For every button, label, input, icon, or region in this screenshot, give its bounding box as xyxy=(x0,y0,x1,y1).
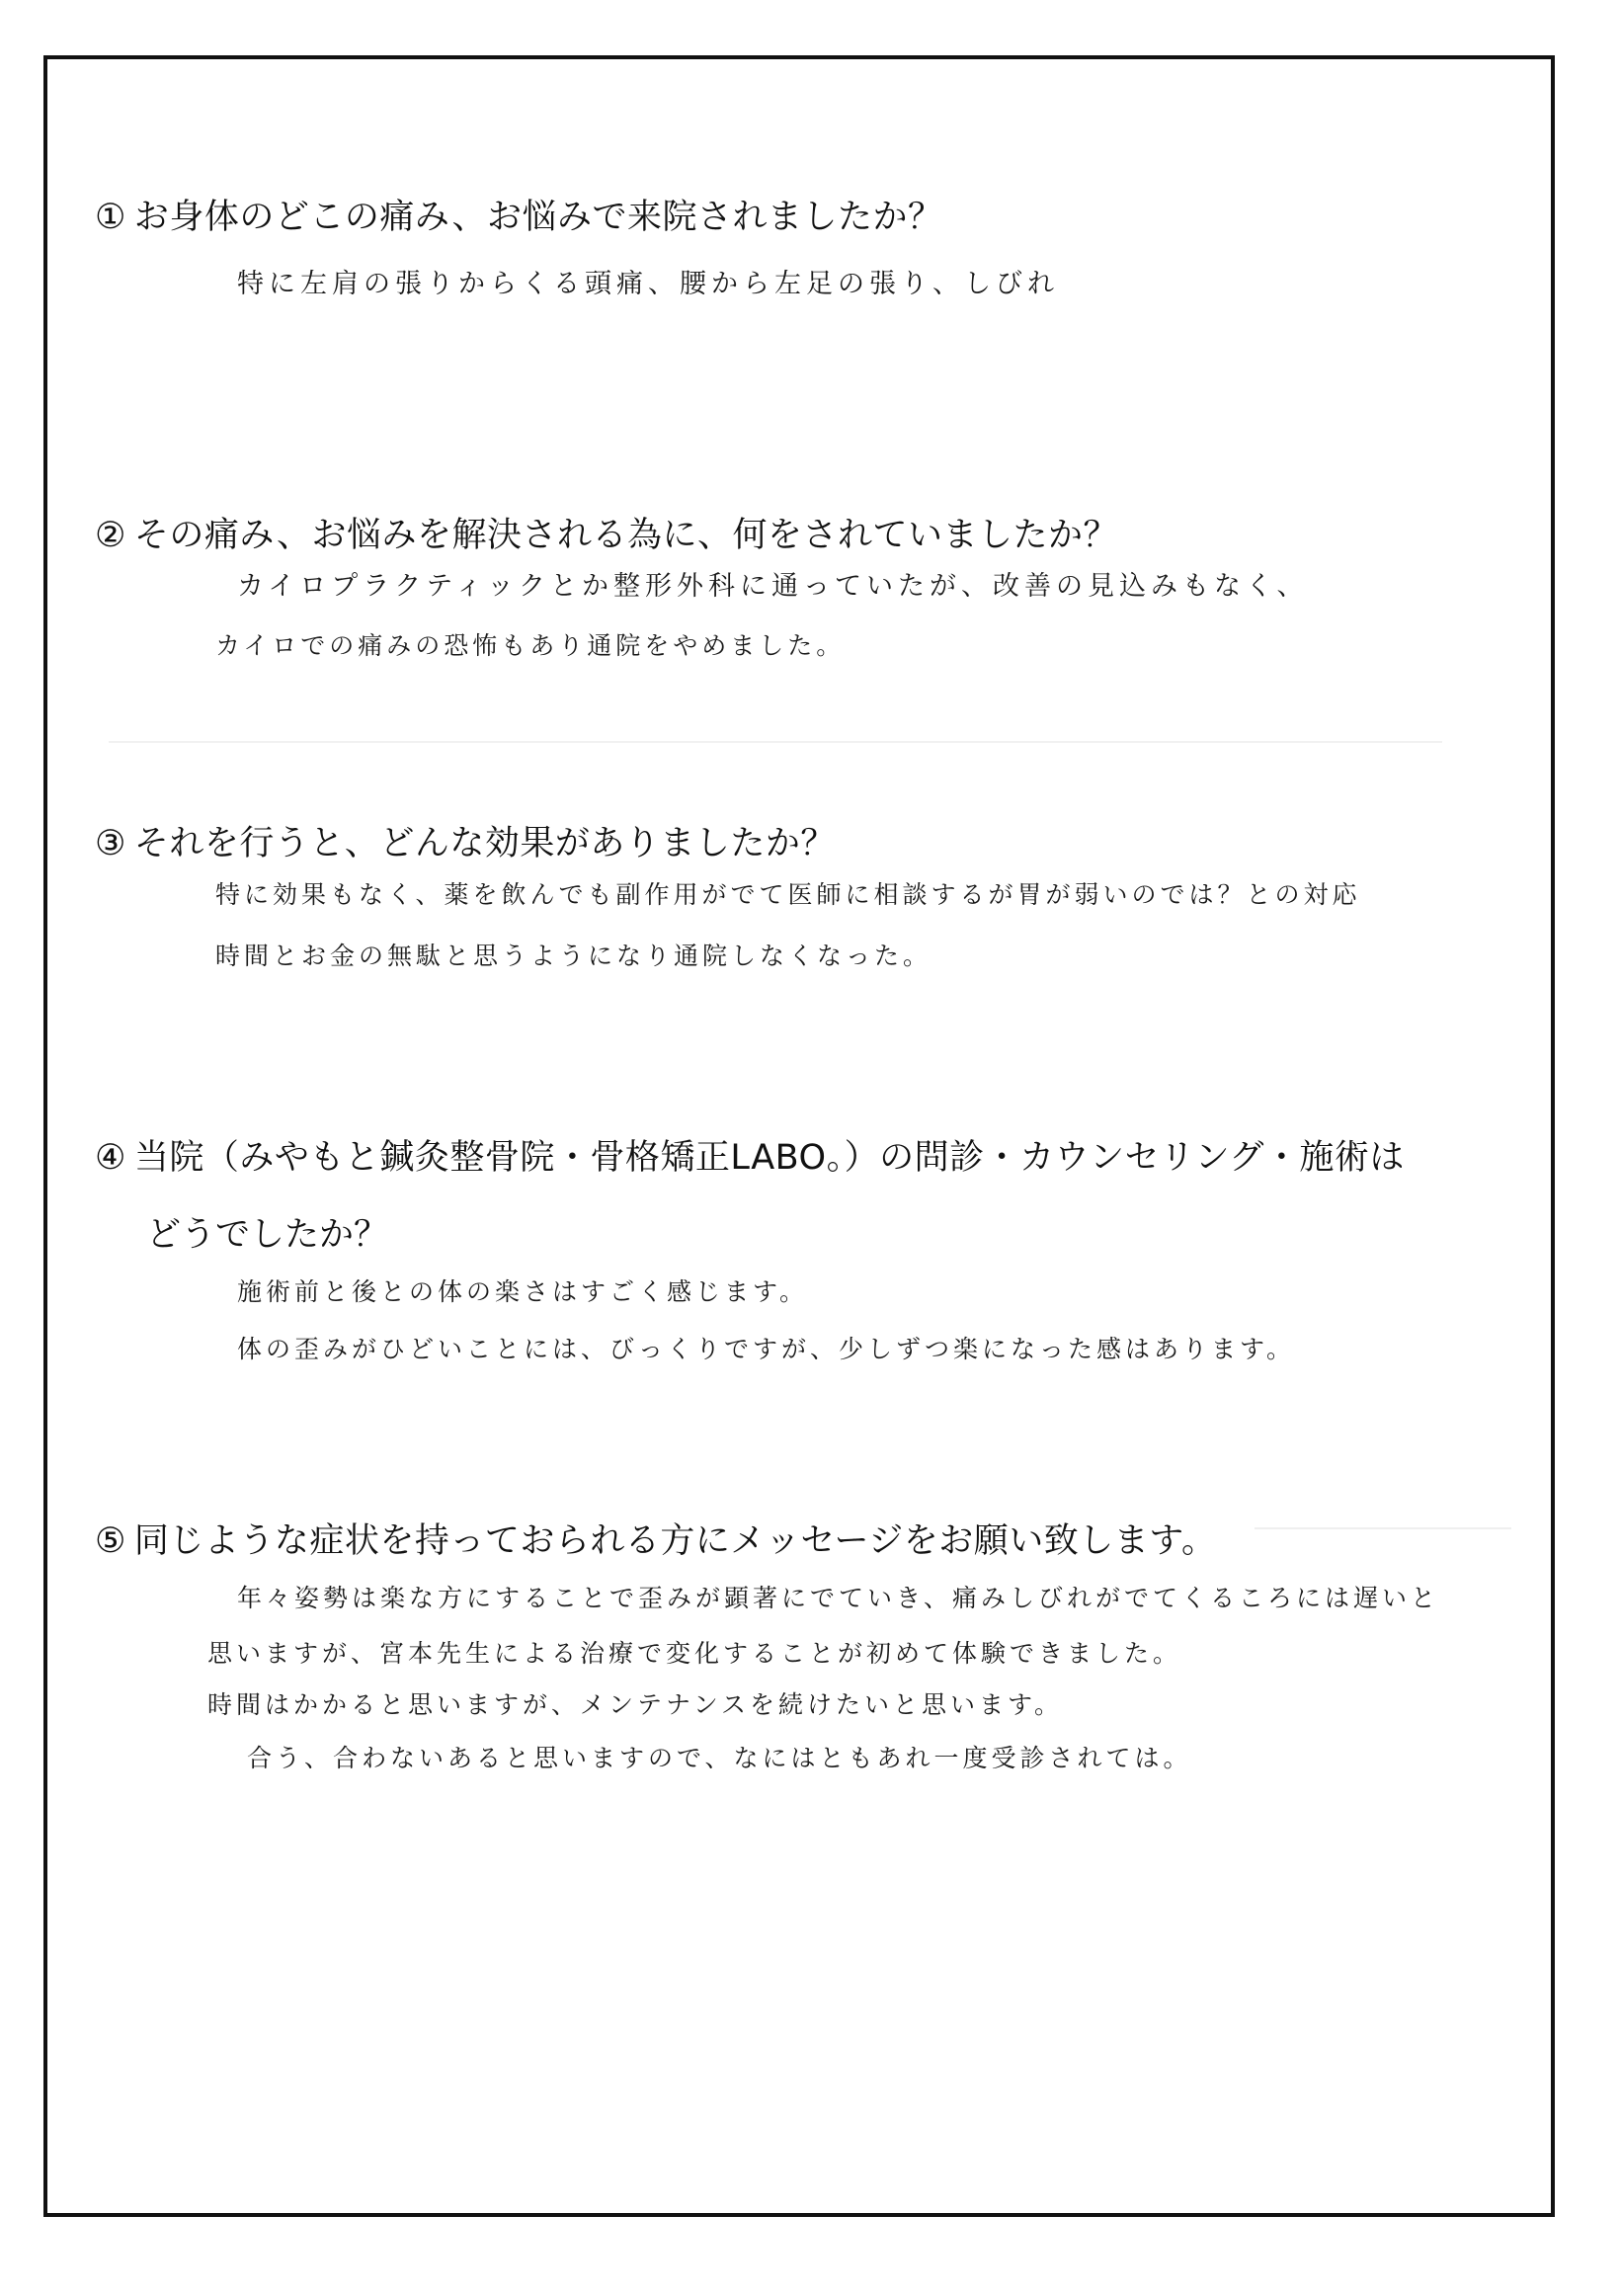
answer-line: 合う、合わないあると思いますので、なにはともあれ一度受診されては。 xyxy=(247,1744,1192,1772)
question-5 xyxy=(95,1519,1217,1563)
answer-line: 時間はかかると思いますが、メンテナンスを続けたいと思います。 xyxy=(207,1690,1064,1719)
question-text: それを行うと、どんな効果がありましたか？ xyxy=(133,824,836,863)
answer-line: 施術前と後との体の楽さはすごく感じます。 xyxy=(237,1277,809,1306)
question-number: ① xyxy=(95,198,126,237)
question-text: 同じような症状を持っておられる方にメッセージをお願い致します。 xyxy=(133,1521,1217,1561)
question-4 xyxy=(95,1136,1405,1180)
question-2 xyxy=(95,514,1118,557)
question-text: 当院（みやもと鍼灸整骨院・骨格矯正LABO。）の問診・カウンセリング・施術は xyxy=(133,1138,1405,1178)
question-1 xyxy=(95,196,943,239)
answer-line: 年々姿勢は楽な方にすることで歪みが顕著にでていき、痛みしびれがでてくるころには遅いと xyxy=(237,1584,1440,1612)
question-number: ④ xyxy=(95,1138,126,1178)
answer-line: 時間とお金の無駄と思うようになり通院しなくなった。 xyxy=(215,942,932,970)
question-3 xyxy=(95,822,836,865)
answer-line: 思いますが、宮本先生による治療で変化することが初めて体験できました。 xyxy=(207,1639,1182,1668)
question-4-continuation: どうでしたか？ xyxy=(146,1215,389,1255)
answer-line: カイロでの痛みの恐怖もあり通院をやめました。 xyxy=(215,631,846,660)
question-number: ② xyxy=(95,516,126,555)
answer-line: カイロプラクティックとか整形外科に通っていたが、改善の見込みもなく、 xyxy=(237,571,1309,602)
answer-line: 特に左肩の張りからくる頭痛、腰から左足の張り、しびれ xyxy=(237,269,1059,299)
answer-line: 体の歪みがひどいことには、びっくりですが、少しずつ楽になった感はあります。 xyxy=(237,1335,1296,1363)
scan-artifact xyxy=(109,741,1442,743)
question-number: ⑤ xyxy=(95,1521,126,1561)
question-text: その痛み、お悩みを解決される為に、何をされていましたか？ xyxy=(133,516,1118,555)
answer-line: 特に効果もなく、薬を飲んでも副作用がでて医師に相談するが胃が弱いのでは？との対応 xyxy=(215,880,1361,909)
question-number: ③ xyxy=(95,824,126,863)
scan-artifact xyxy=(1255,1527,1511,1529)
question-text: お身体のどこの痛み、お悩みで来院されましたか？ xyxy=(133,198,943,237)
